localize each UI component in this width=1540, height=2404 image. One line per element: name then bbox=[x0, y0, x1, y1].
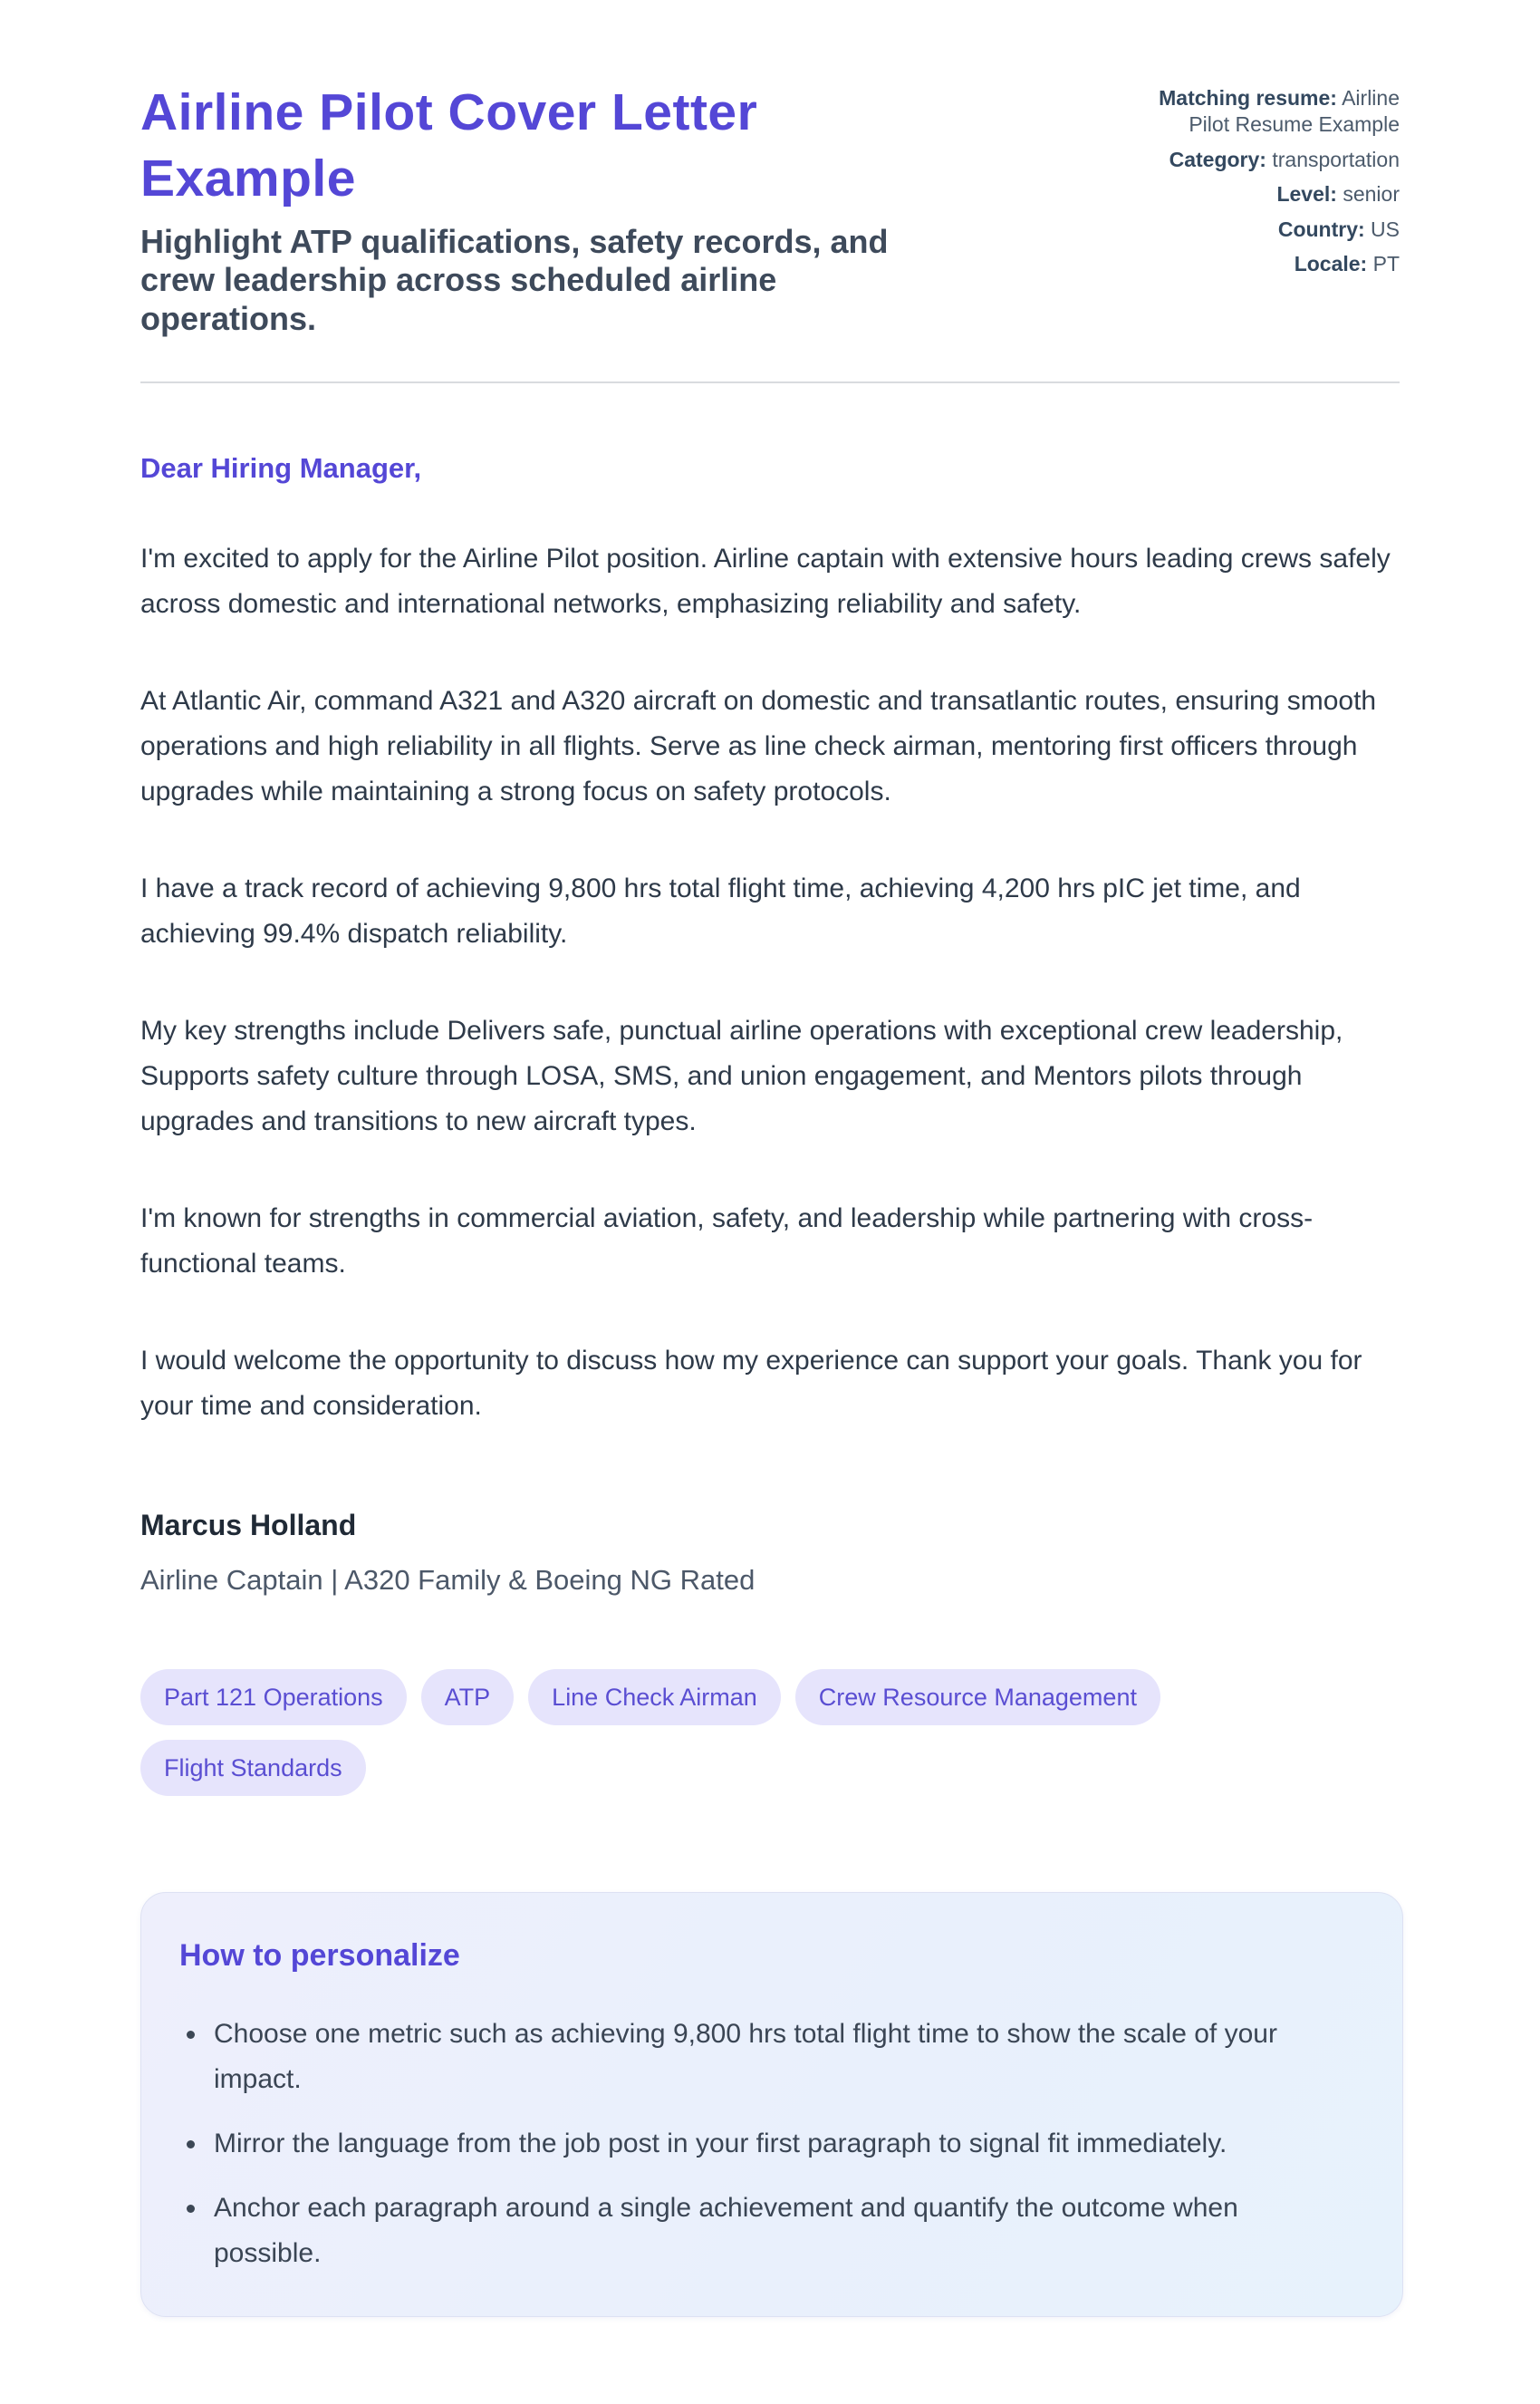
callout-bullet bbox=[179, 2186, 1321, 2276]
letter-paragraph: I have a track record of achieving 9,800 hrs total flight time, achieving 4,200 hrs pIC jet time, and achieving 99.4% dispatch reliability. bbox=[140, 874, 1301, 950]
meta-label: Level: bbox=[1276, 182, 1337, 207]
tag-flight-standards: Flight Standards bbox=[140, 1740, 366, 1796]
letter-paragraph: I'm known for strengths in commercial aviation, safety, and leadership while partnering with cross-functional teams. bbox=[140, 1203, 1314, 1279]
salutation: Dear Hiring Manager, bbox=[140, 452, 422, 485]
meta-value: transportation bbox=[1272, 147, 1400, 171]
page-header bbox=[140, 80, 1400, 338]
meta-value: Airline Pilot Resume Example bbox=[1189, 86, 1400, 137]
signature-block bbox=[140, 1509, 1400, 1597]
how-to-personalize-callout bbox=[140, 1892, 1403, 2317]
signature-name: Marcus Holland bbox=[140, 1509, 357, 1542]
callout-bullet-list bbox=[179, 2012, 1348, 2276]
letter-paragraph: I'm excited to apply for the Airline Pilot position. Airline captain with extensive hours leading crews safely across domestic and international networks, emphasizing reliability and safety. bbox=[140, 544, 1391, 620]
tag-line-check-airman: Line Check Airman bbox=[528, 1669, 781, 1725]
meta-locale bbox=[1153, 251, 1400, 277]
meta-country bbox=[1153, 217, 1400, 243]
meta-value: US bbox=[1371, 217, 1400, 241]
resume-meta-panel bbox=[1153, 85, 1400, 286]
meta-matching-resume bbox=[1153, 85, 1400, 139]
meta-value: senior bbox=[1343, 182, 1400, 207]
meta-label: Category: bbox=[1169, 147, 1266, 171]
meta-value: PT bbox=[1372, 252, 1400, 276]
tag-crew-resource-management: Crew Resource Management bbox=[795, 1669, 1160, 1725]
page-subtitle: Highlight ATP qualifications, safety records, and crew leadership across scheduled airline operations. bbox=[140, 222, 889, 337]
header-title-block bbox=[140, 80, 1064, 338]
meta-label: Locale: bbox=[1294, 252, 1368, 276]
letter-body bbox=[140, 452, 1400, 1597]
bullet-dot-icon bbox=[187, 2205, 195, 2213]
skill-tags-row bbox=[140, 1669, 1400, 1796]
callout-heading: How to personalize bbox=[179, 1938, 460, 1974]
letter-paragraph: My key strengths include Delivers safe, punctual airline operations with exceptional crew leadership, Supports safety culture through LOSA, SMS, and union engagement, and Mentors pilots through upgrades and transitions to new aircraft types. bbox=[140, 1016, 1343, 1137]
tag-atp: ATP bbox=[421, 1669, 515, 1725]
callout-bullet bbox=[179, 2012, 1321, 2102]
header-divider bbox=[140, 381, 1400, 383]
callout-bullet-text: Anchor each paragraph around a single achievement and quantify the outcome when possible. bbox=[214, 2193, 1238, 2269]
callout-bullet-text: Mirror the language from the job post in your first paragraph to signal fit immediately. bbox=[214, 2129, 1227, 2159]
letter-paragraph: I would welcome the opportunity to discuss how my experience can support your goals. Thank you for your time and consideration. bbox=[140, 1346, 1362, 1422]
meta-label: Country: bbox=[1277, 217, 1365, 241]
signature-job-title: Airline Captain | A320 Family & Boeing NG Rated bbox=[140, 1564, 756, 1597]
meta-level bbox=[1153, 181, 1400, 208]
bullet-dot-icon bbox=[187, 2140, 195, 2148]
tag-part-121-operations: Part 121 Operations bbox=[140, 1669, 407, 1725]
callout-bullet bbox=[179, 2121, 1321, 2167]
page-title: Airline Pilot Cover Letter Example bbox=[140, 83, 758, 208]
callout-bullet-text: Choose one metric such as achieving 9,800 hrs total flight time to show the scale of your impact. bbox=[214, 2019, 1277, 2095]
bullet-dot-icon bbox=[187, 2031, 195, 2039]
meta-label: Matching resume: bbox=[1159, 86, 1337, 110]
meta-category bbox=[1153, 147, 1400, 173]
letter-paragraph: At Atlantic Air, command A321 and A320 aircraft on domestic and transatlantic routes, ensuring smooth operations and high reliability in all flights. Serve as line check airman, mentoring first officers through upgrades while maintaining a strong focus on safety protocols. bbox=[140, 686, 1377, 807]
